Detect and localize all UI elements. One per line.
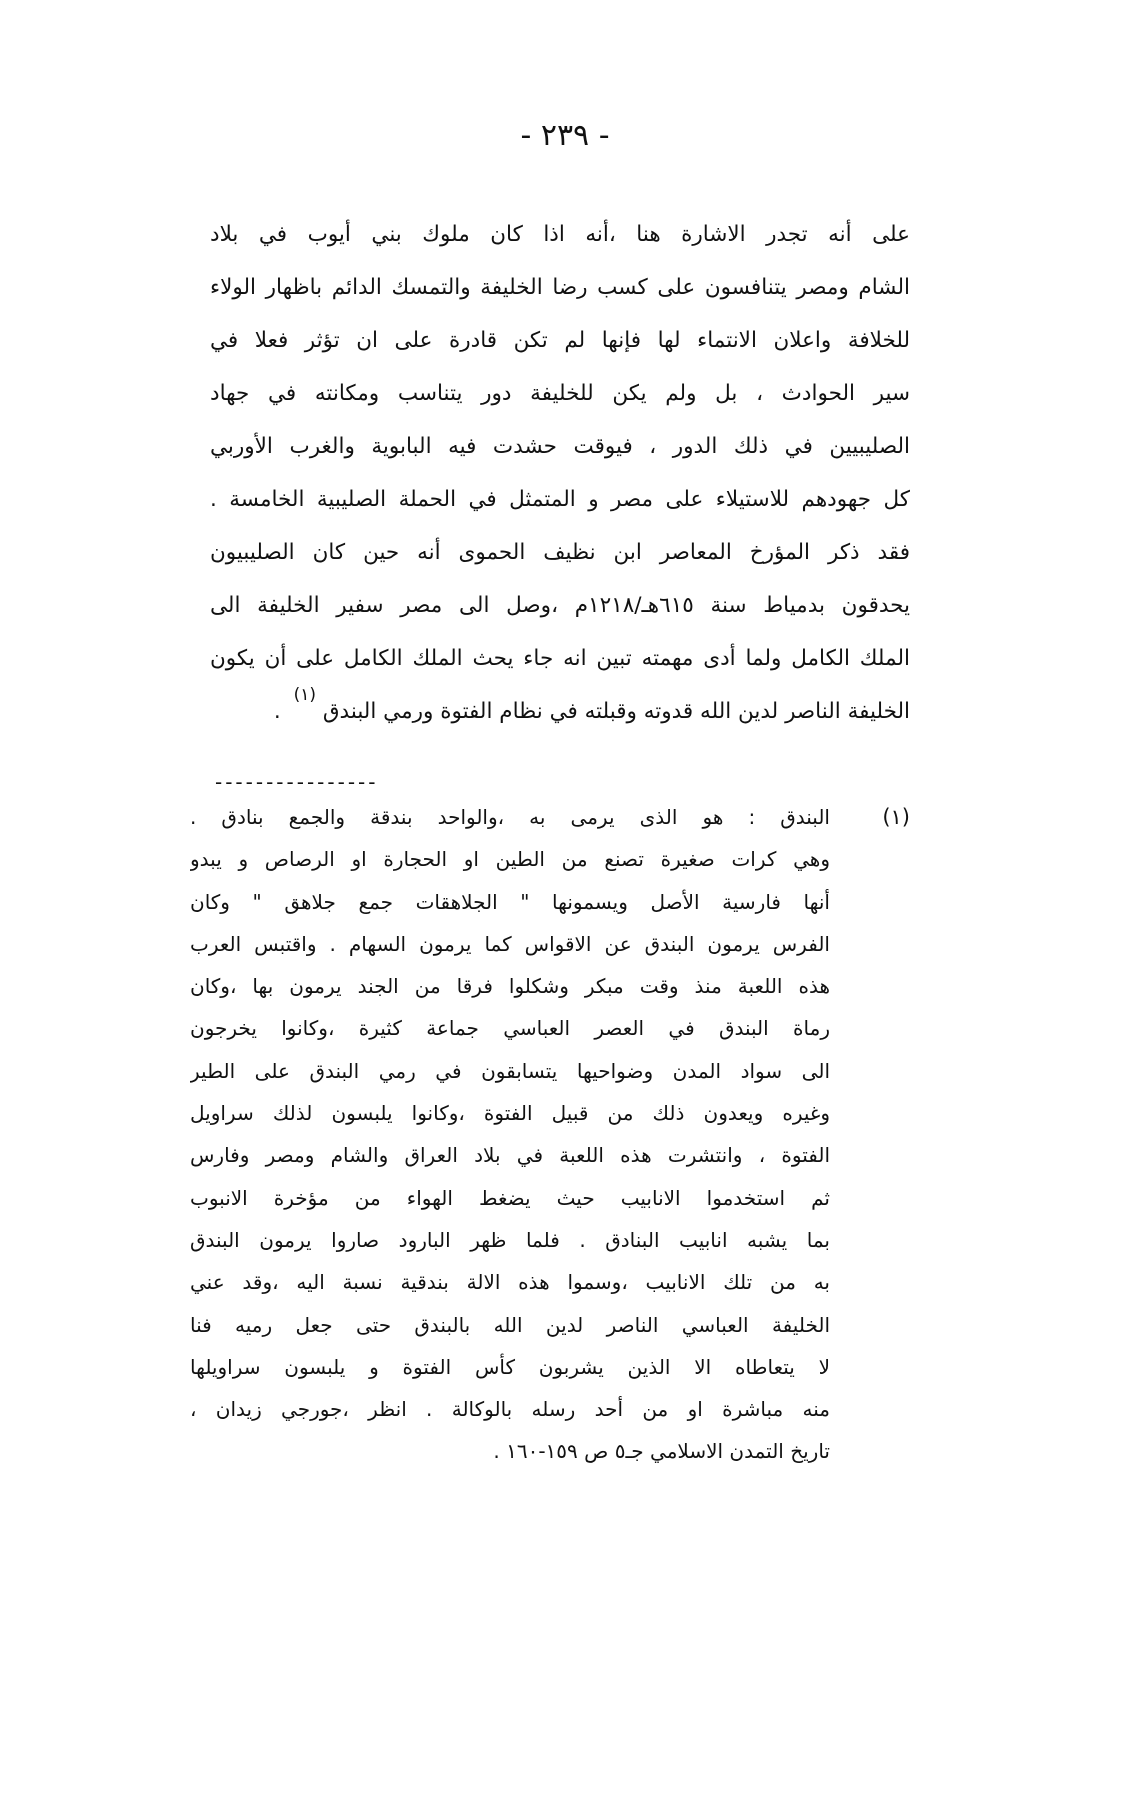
text-line: على أنه تجدر الاشارة هنا ،أنه اذا كان ملوك بني أيوب في بلاد: [210, 222, 910, 247]
text-line: الملك الكامل ولما أدى مهمته تبين انه جاء يحث الملك الكامل على أن يكون: [210, 646, 910, 671]
footnote-line: هذه اللعبة منذ وقت مبكر وشكلوا فرقا من الجند يرمون بها ،وكان: [190, 974, 830, 999]
footnote-line: ثم استخدموا الانابيب حيث يضغط الهواء من مؤخرة الانبوب: [190, 1185, 830, 1210]
footnote-line: به من تلك الانابيب ،وسموا هذه الالة بندقية نسبة اليه ،وقد عني: [190, 1270, 830, 1295]
footnote-separator: ----------------: [215, 770, 379, 794]
footnote-line: الفتوة ، وانتشرت هذه اللعبة في بلاد العراق والشام ومصر وفارس: [190, 1143, 830, 1168]
footnote-line: الى سواد المدن وضواحيها يتسابقون في رمي البندق على الطير: [190, 1058, 830, 1083]
text-line: كل جهودهم للاستيلاء على مصر و المتمثل في الحملة الصليبية الخامسة .: [210, 487, 910, 512]
main-text: [210, 208, 910, 740]
footnote-line: الخليفة العباسي الناصر لدين الله بالبندق حتى جعل رميه فنا: [190, 1312, 830, 1337]
page-number: - ٢٣٩ -: [520, 118, 610, 153]
text-line-with-note: [210, 685, 910, 740]
text-line: الصليبيين في ذلك الدور ، فيوقت حشدت فيه البابوية والغرب الأوربي: [210, 434, 910, 459]
text-line: الشام ومصر يتنافسون على كسب رضا الخليفة والتمسك الدائم باظهار الولاء: [210, 275, 910, 300]
text-line: للخلافة واعلان الانتماء لها فإنها لم تكن قادرة على ان تؤثر فعلا في: [210, 328, 910, 353]
footnote-line: وغيره ويعدون ذلك من قبيل الفتوة ،وكانوا يلبسون لذلك سراويل: [190, 1101, 830, 1126]
footnote-reference: (١): [293, 685, 317, 705]
footnote-line: وهي كرات صغيرة تصنع من الطين او الحجارة او الرصاص و يبدو: [190, 847, 830, 872]
footnote-line: أنها فارسية الأصل ويسمونها " الجلاهقات جمع جلاهق " وكان: [190, 889, 830, 914]
end-mark: .: [273, 699, 281, 724]
footnote: [190, 796, 910, 1473]
footnote-line: بما يشبه انابيب البنادق . فلما ظهر البارود صاروا يرمون البندق: [190, 1227, 830, 1252]
footnote-text: [190, 796, 830, 1473]
text-line: فقد ذكر المؤرخ المعاصر ابن نظيف الحموى أنه حين كان الصليبيون: [210, 540, 910, 565]
footnote-line: رماة البندق في العصر العباسي جماعة كثيرة ،وكانوا يخرجون: [190, 1016, 830, 1041]
text-line: الخليفة الناصر لدين الله قدوته وقبلته في نظام الفتوة ورمي البندق: [322, 699, 910, 724]
footnote-line: البندق : هو الذى يرمى به ،والواحد بندقة والجمع بنادق .: [190, 805, 830, 829]
footnote-line: تاريخ التمدن الاسلامي جـ٥ ص ١٥٩-١٦٠ .: [493, 1439, 830, 1464]
footnote-marker: (١): [882, 805, 910, 829]
footnote-line: منه مباشرة او من أحد رسله بالوكالة . انظر ،جورجي زيدان ،: [190, 1397, 830, 1422]
footnote-line: لا يتعاطاه الا الذين يشربون كأس الفتوة و يلبسون سراويلها: [190, 1354, 830, 1379]
footnote-line: الفرس يرمون البندق عن الاقواس كما يرمون السهام . واقتبس العرب: [190, 931, 830, 956]
text-line: سير الحوادث ، بل ولم يكن للخليفة دور يتناسب ومكانته في جهاد: [210, 381, 910, 406]
text-line: يحدقون بدمياط سنة ٦١٥هـ/١٢١٨م ،وصل الى مصر سفير الخليفة الى: [210, 593, 910, 618]
